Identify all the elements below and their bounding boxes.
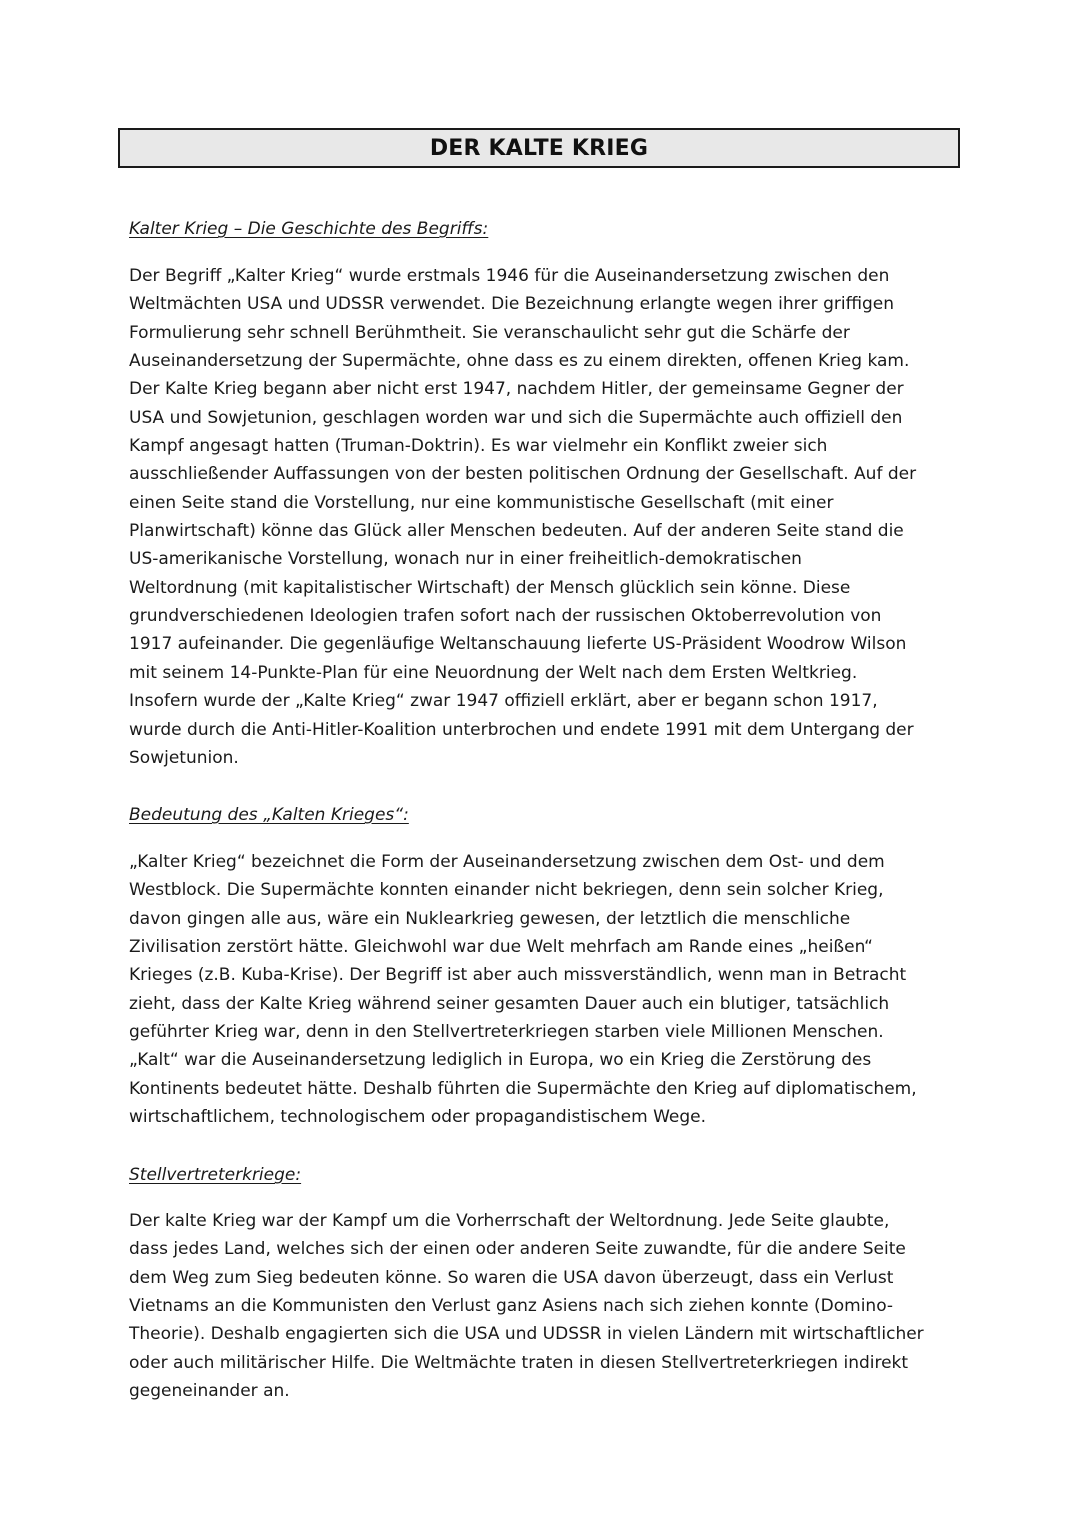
text-line: Krieges (z.B. Kuba-Krise). Der Begriff ist aber auch missverständlich, wenn man in Betracht	[129, 965, 907, 986]
section-body-history	[129, 262, 959, 772]
text-line: USA und Sowjetunion, geschlagen worden war und sich die Supermächte auch offiziell den	[129, 407, 903, 428]
text-line: Zivilisation zerstört hätte. Gleichwohl war due Welt mehrfach am Rande eines „heißen“	[129, 937, 873, 958]
text-line: zieht, dass der Kalte Krieg während seiner gesamten Dauer auch ein blutiger, tatsächlich	[129, 993, 890, 1014]
section-body-proxy-wars	[129, 1207, 959, 1405]
text-line: davon gingen alle aus, wäre ein Nuklearkrieg gewesen, der letztlich die menschliche	[129, 908, 851, 929]
text-line: Planwirtschaft) könne das Glück aller Menschen bedeuten. Auf der anderen Seite stand die	[129, 521, 904, 542]
text-line: oder auch militärischer Hilfe. Die Weltmächte traten in diesen Stellvertreterkriegen indirekt	[129, 1352, 909, 1373]
title-box	[118, 128, 960, 168]
text-line: Theorie). Deshalb engagierten sich die USA und UDSSR in vielen Ländern mit wirtschaftlicher	[129, 1324, 924, 1345]
text-line: Der Kalte Krieg begann aber nicht erst 1947, nachdem Hitler, der gemeinsame Gegner der	[129, 379, 904, 400]
page-title: DER KALTE KRIEG	[429, 135, 649, 161]
paragraph	[129, 848, 959, 1131]
section-heading: Kalter Krieg – Die Geschichte des Begriffs:	[129, 219, 489, 239]
paragraph	[129, 1207, 959, 1405]
text-line: Insofern wurde der „Kalte Krieg“ zwar 1947 offiziell erklärt, aber er begann schon 1917,	[129, 691, 878, 712]
text-line: geführter Krieg war, denn in den Stellvertreterkriegen starben viele Millionen Menschen.	[129, 1022, 884, 1043]
section-heading: Stellvertreterkriege:	[129, 1165, 302, 1185]
text-line: Weltordnung (mit kapitalistischer Wirtschaft) der Mensch glücklich sein könne. Diese	[129, 577, 851, 598]
section-heading-history	[129, 215, 959, 243]
text-line: „Kalter Krieg“ bezeichnet die Form der Auseinandersetzung zwischen dem Ost- und dem	[129, 852, 885, 872]
text-line: Vietnams an die Kommunisten den Verlust ganz Asiens nach sich ziehen konnte (Domino-	[129, 1296, 894, 1317]
section-heading-meaning	[129, 801, 959, 829]
section-heading-proxy-wars	[129, 1161, 959, 1189]
text-line: 1917 aufeinander. Die gegenläufige Weltanschauung lieferte US-Präsident Woodrow Wilson	[129, 634, 907, 655]
text-line: wurde durch die Anti-Hitler-Koalition unterbrochen und endete 1991 mit dem Untergang der	[129, 719, 914, 740]
text-line: Auseinandersetzung der Supermächte, ohne dass es zu einem direkten, offenen Krieg kam.	[129, 351, 910, 372]
text-line: „Kalt“ war die Auseinandersetzung lediglich in Europa, wo ein Krieg die Zerstörung des	[129, 1050, 872, 1071]
text-line: mit seinem 14-Punkte-Plan für eine Neuordnung der Welt nach dem Ersten Weltkrieg.	[129, 662, 858, 683]
text-line: Formulierung sehr schnell Berühmtheit. Sie veranschaulicht sehr gut die Schärfe der	[129, 322, 850, 343]
text-line: wirtschaftlichem, technologischem oder propagandistischem Wege.	[129, 1107, 707, 1128]
text-line: dem Weg zum Sieg bedeuten könne. So waren die USA davon überzeugt, dass ein Verlust	[129, 1267, 894, 1288]
text-line: ausschließender Auffassungen von der besten politischen Ordnung der Gesellschaft. Auf der	[129, 464, 917, 485]
text-line: gegeneinander an.	[129, 1381, 290, 1402]
paragraph	[129, 262, 959, 772]
text-line: Westblock. Die Supermächte konnten einander nicht bekriegen, denn sein solcher Krieg,	[129, 880, 884, 901]
text-line: einen Seite stand die Vorstellung, nur eine kommunistische Gesellschaft (mit einer	[129, 492, 834, 513]
text-line: dass jedes Land, welches sich der einen oder anderen Seite zuwandte, für die andere Seite	[129, 1239, 906, 1260]
text-line: US-amerikanische Vorstellung, wonach nur in einer freiheitlich-demokratischen	[129, 549, 802, 570]
text-line: grundverschiedenen Ideologien trafen sofort nach der russischen Oktoberrevolution von	[129, 606, 882, 627]
section-body-meaning	[129, 848, 959, 1131]
section-heading: Bedeutung des „Kalten Krieges“:	[129, 805, 409, 825]
text-line: Der kalte Krieg war der Kampf um die Vorherrschaft der Weltordnung. Jede Seite glaubte,	[129, 1211, 890, 1231]
text-line: Der Begriff „Kalter Krieg“ wurde erstmals 1946 für die Auseinandersetzung zwischen den	[129, 266, 890, 286]
text-line: Sowjetunion.	[129, 747, 239, 768]
text-line: Weltmächten USA und UDSSR verwendet. Die Bezeichnung erlangte wegen ihrer griffigen	[129, 294, 895, 315]
text-line: Kampf angesagt hatten (Truman-Doktrin). Es war vielmehr ein Konflikt zweier sich	[129, 436, 828, 457]
text-line: Kontinents bedeutet hätte. Deshalb führten die Supermächte den Krieg auf diplomatischem,	[129, 1078, 917, 1099]
